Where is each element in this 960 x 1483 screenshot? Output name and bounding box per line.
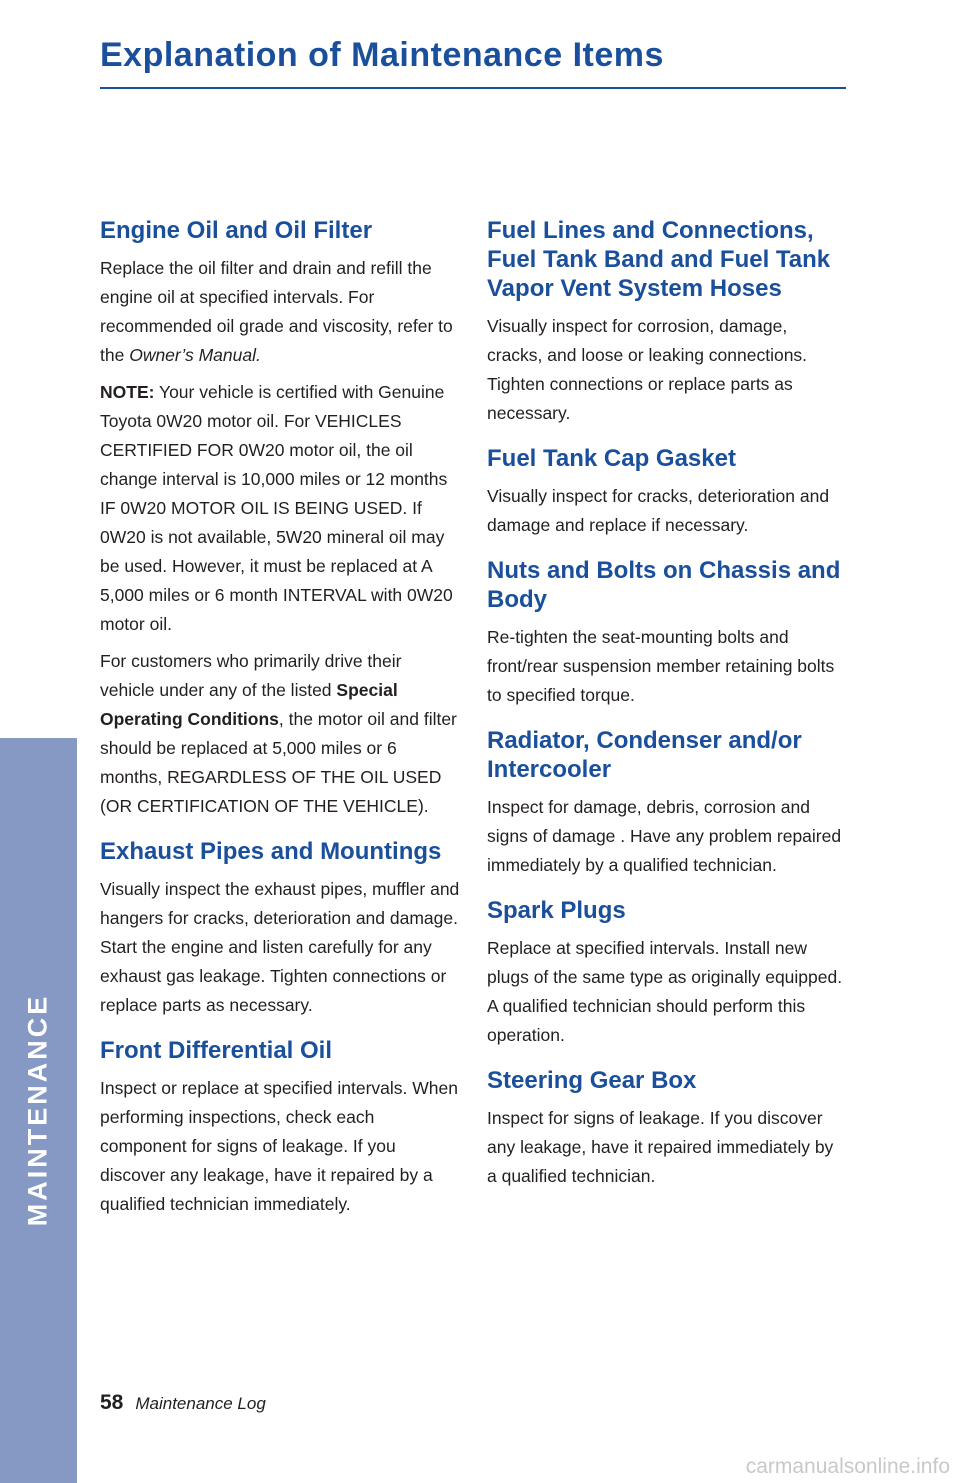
section-heading: Nuts and Bolts on Chassis and Body [487, 557, 841, 613]
section-heading: Fuel Lines and Connections, Fuel Tank Band and Fuel Tank Vapor Vent System Hoses [487, 217, 831, 302]
paragraph: Visually inspect for cracks, deterioration and damage and replace if necessary. [487, 486, 830, 535]
section-heading: Spark Plugs [487, 897, 626, 924]
side-tab-label: MAINTENANCE [22, 993, 53, 1227]
paragraph: Re-tighten the seat-mounting bolts and front/rear suspension member retaining bolts to specified torque. [487, 627, 835, 705]
section-front-differential [100, 1036, 460, 1219]
paragraph: Inspect or replace at specified intervals. When performing inspections, check each component for signs of leakage. If you discover any leakage, have it repaired by a qualified technician immediately. [100, 1078, 458, 1214]
paragraph-text: Replace the oil filter and drain and refill the engine oil at specified intervals. For recommended oil grade and viscosity, refer to the [100, 258, 453, 365]
page-title: Explanation of Maintenance Items [100, 36, 664, 74]
page-number: 58 [100, 1391, 124, 1414]
section-heading: Front Differential Oil [100, 1037, 333, 1064]
section-exhaust [100, 837, 460, 1020]
special-conditions-term: Special Operating Conditions [100, 680, 398, 729]
note-paragraph [100, 378, 460, 639]
section-nuts-bolts [487, 556, 847, 710]
section-heading: Exhaust Pipes and Mountings [100, 838, 442, 865]
paragraph-text: For customers who primarily drive their vehicle under any of the listed [100, 651, 402, 700]
paragraph: Replace at specified intervals. Install new plugs of the same type as originally equipped. A qualified technician should perform this operation. [487, 938, 843, 1045]
note-text: Your vehicle is certified with Genuine Toyota 0W20 motor oil. For VEHICLES CERTIFIED FOR 0W20 motor oil, the oil change interval is 10,000 miles or 12 months IF 0W20 MOTOR OIL IS BEING USED. If 0W20 is not available, 5W20 mineral oil may be used. However, it must be replaced at A 5,000 miles or 6 month INTERVAL with 0W20 motor oil. [100, 382, 453, 634]
left-column [100, 216, 460, 1235]
section-heading: Radiator, Condenser and/or Intercooler [487, 727, 802, 783]
paragraph: Inspect for signs of leakage. If you discover any leakage, have it repaired immediately by a qualified technician. [487, 1108, 834, 1186]
section-steering [487, 1066, 847, 1191]
section-engine-oil [100, 216, 460, 821]
section-fuel-lines [487, 216, 847, 428]
section-heading: Steering Gear Box [487, 1067, 697, 1094]
page-footer [100, 1391, 266, 1415]
right-column [487, 216, 847, 1207]
paragraph-text: , the motor oil and filter should be replaced at 5,000 miles or 6 months, REGARDLESS OF THE OIL USED (OR CERTIFICATION OF THE VEHICLE). [100, 709, 457, 816]
section-heading: Engine Oil and Oil Filter [100, 217, 373, 244]
paragraph: Visually inspect the exhaust pipes, muffler and hangers for cracks, deterioration and damage. Start the engine and listen carefully for any exhaust gas leakage. Tighten connections or replace parts as necessary. [100, 879, 460, 1015]
footer-label: Maintenance Log [135, 1394, 266, 1413]
section-fuel-cap [487, 444, 847, 540]
note-label: NOTE: [100, 382, 155, 402]
section-heading: Fuel Tank Cap Gasket [487, 445, 736, 472]
paragraph: Inspect for damage, debris, corrosion and signs of damage . Have any problem repaired immediately by a qualified technician. [487, 797, 842, 875]
section-radiator [487, 726, 847, 880]
section-spark-plugs [487, 896, 847, 1050]
title-divider [100, 87, 846, 89]
paragraph [100, 647, 460, 821]
paragraph: Visually inspect for corrosion, damage, cracks, and loose or leaking connections. Tighten connections or replace parts as necessary. [487, 316, 808, 423]
paragraph [100, 254, 460, 370]
watermark: carmanualsonline.info [745, 1455, 950, 1478]
owners-manual-reference: Owner’s Manual. [129, 345, 261, 365]
